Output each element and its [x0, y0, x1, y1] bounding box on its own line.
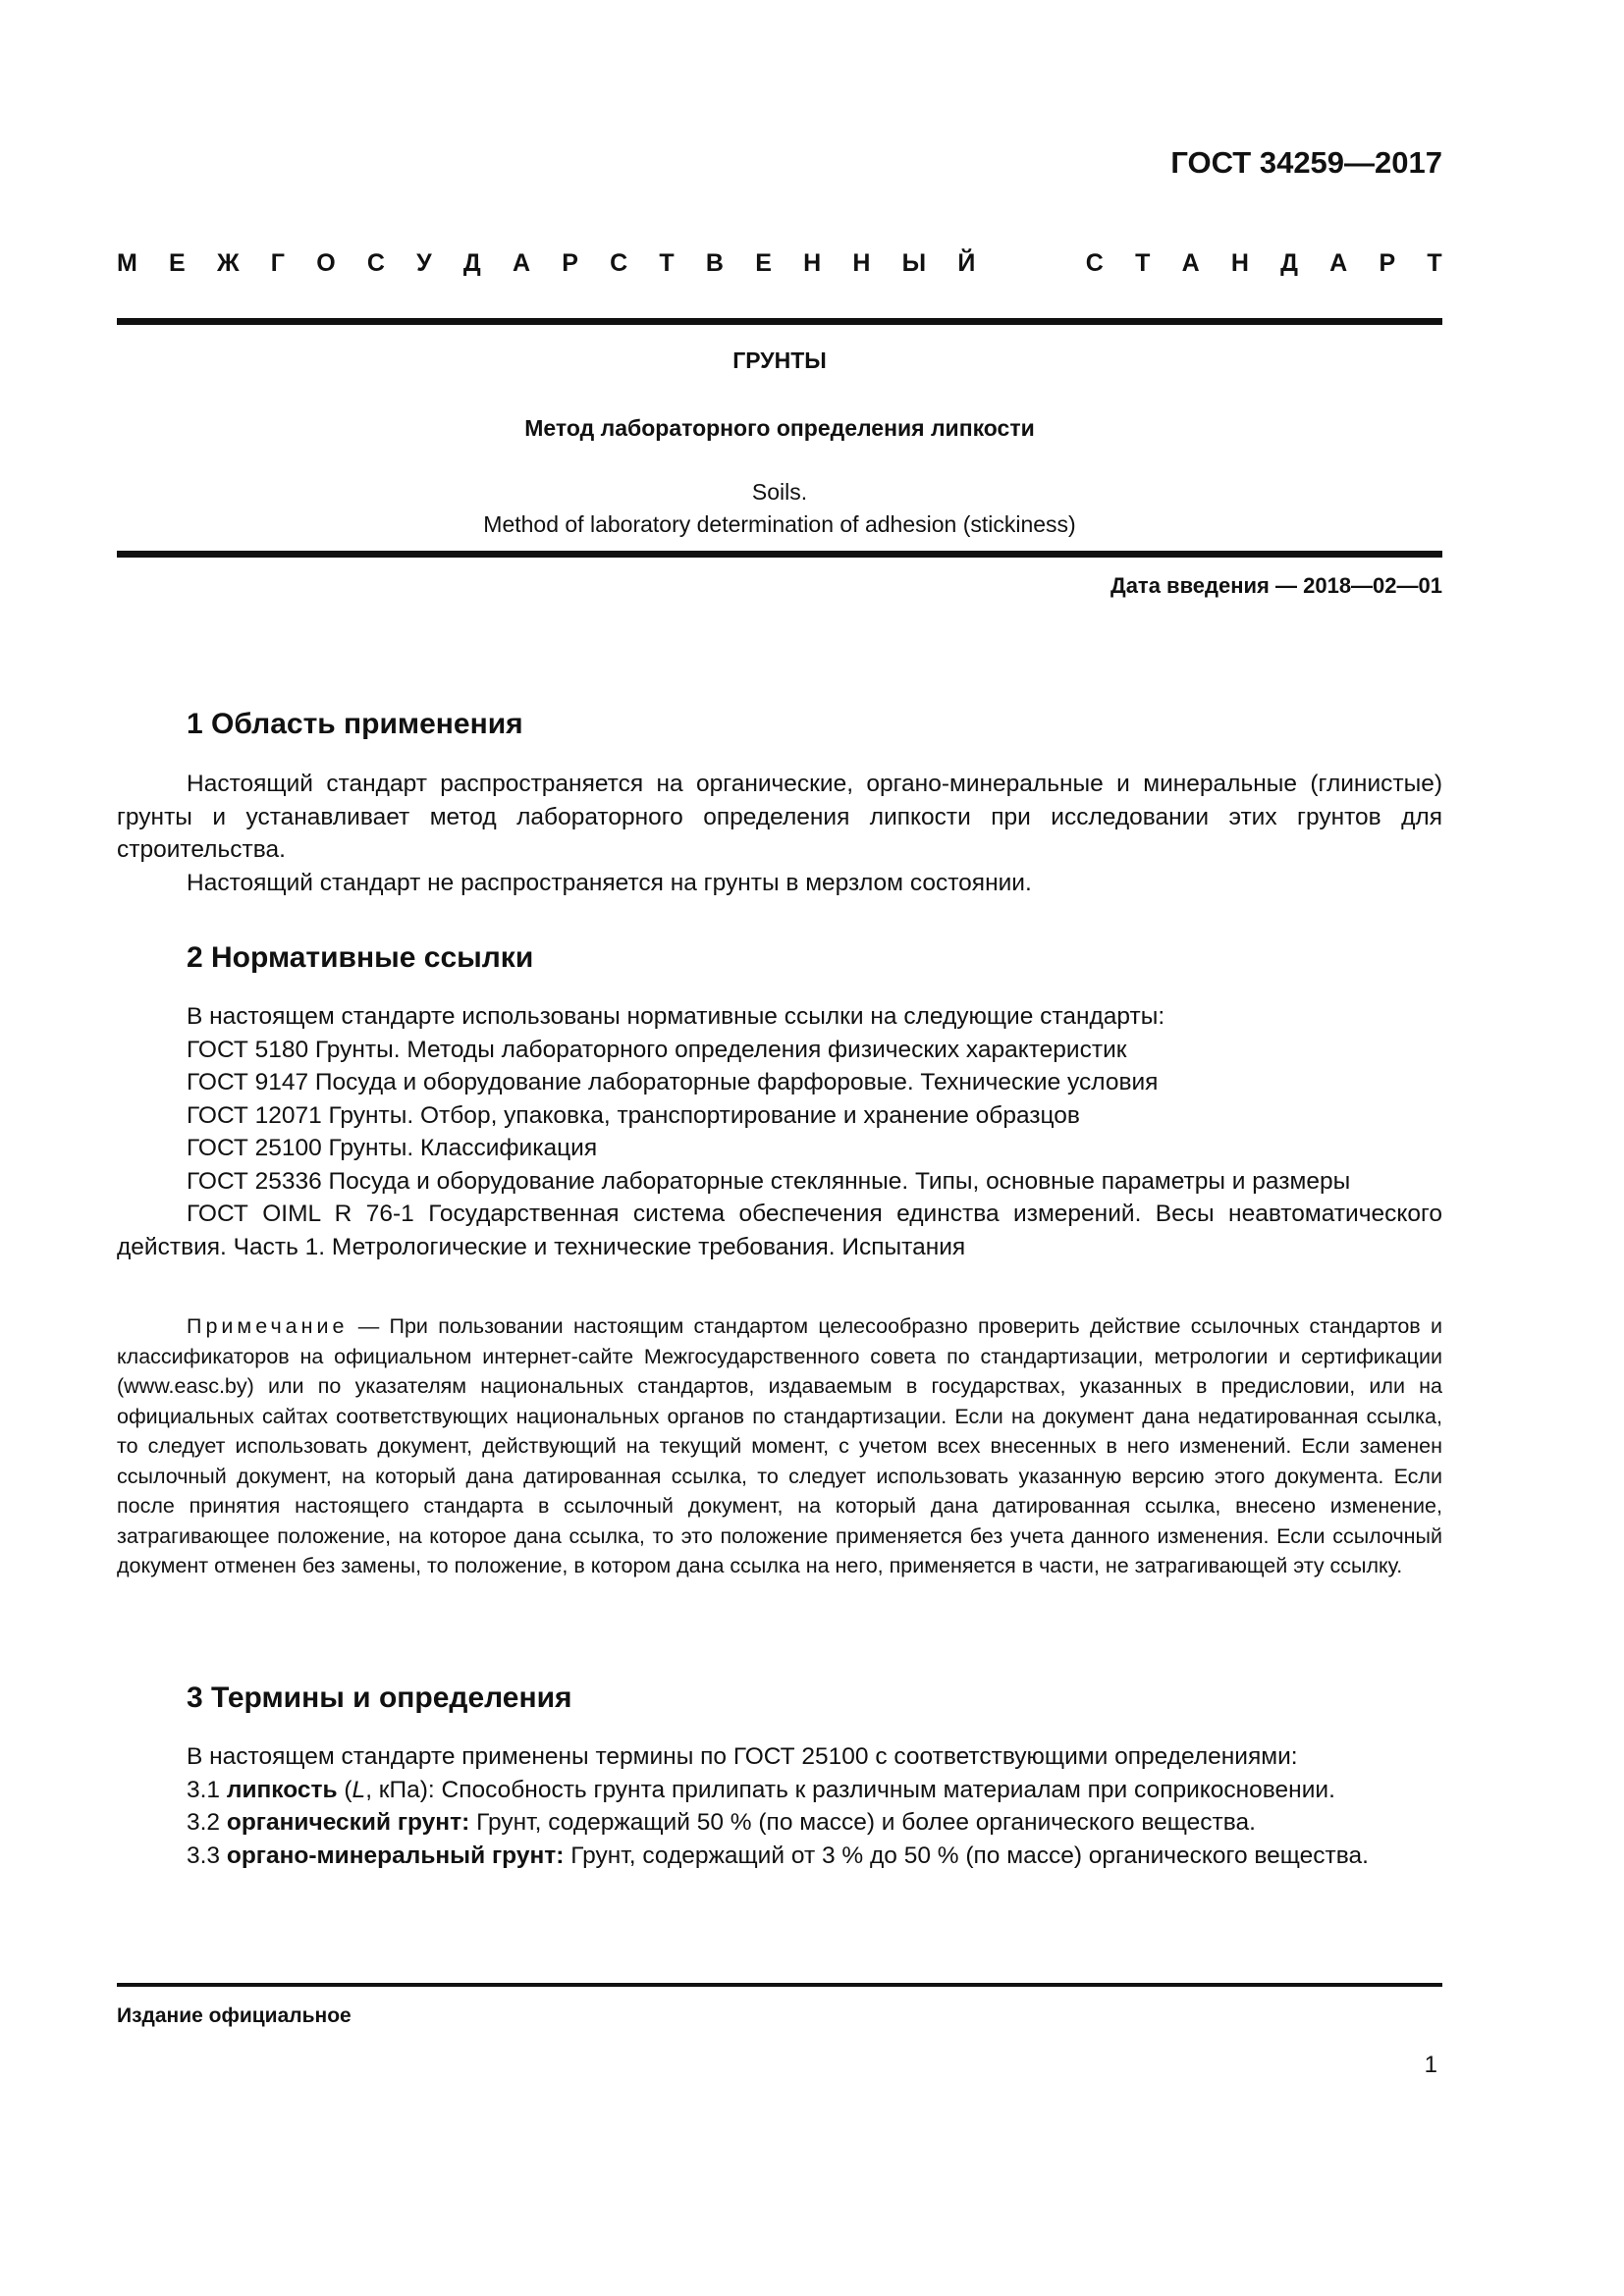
note-text: — При пользовании настоящим стандартом целесообразно проверить действие ссылочных стандартов и классификаторов на официальном интернет-сайте Межгосударственного совета по стандартизации, метрологии и сертификации (www.easc.by) или по указателям национальных стандартов, издаваемым в государствах, указанных в предисловии, или на официальных сайтах соответствующих национальных органов по стандартизации. Если на документ дана недатированная ссылка, то следует использовать документ, действующий на текущий момент, с учетом всех внесенных в него изменений. Если заменен ссылочный документ, на который дана датированная ссылка, то следует использовать указанную версию этого документа. Если после принятия настоящего стандарта в ссылочный документ, на который дана датированная ссылка, внесено изменение, затрагивающее положение, на которое дана ссылка, то это положение применяется без учета данного изменения. Если ссылочный документ отменен без замены, то положение, в котором дана ссылка на него, применяется в части, не затрагивающей эту ссылку. [117, 1314, 1442, 1577]
term: органический грунт: [226, 1809, 470, 1836]
term-number: 3.3 [187, 1842, 227, 1869]
paragraph: В настоящем стандарте применены термины по ГОСТ 25100 с соответствующими определениями: [187, 1743, 1298, 1770]
definition: : Способность грунта прилипать к различным материалам при соприкосновении. [427, 1776, 1335, 1803]
kind-letter: О [316, 249, 336, 277]
note [117, 1311, 1442, 1581]
document-title: ГРУНТЫ [732, 347, 827, 373]
kind-letter: У [416, 249, 432, 277]
kind-letter: Д [462, 249, 481, 277]
term: липкость [226, 1776, 338, 1803]
kind-letter: Ж [216, 249, 240, 277]
section-body [117, 1740, 1442, 1872]
kind-letter: С [610, 249, 628, 277]
kind-letter: В [705, 249, 724, 277]
kind-letter: С [1085, 249, 1104, 277]
term-definition [117, 1774, 1442, 1807]
reference-item: ГОСТ 9147 Посуда и оборудование лабораторные фарфоровые. Технические условия [187, 1069, 1159, 1095]
kind-letter: М [117, 249, 137, 277]
kind-letter: А [1181, 249, 1200, 277]
kind-letter: Г [270, 249, 285, 277]
term-number: 3.1 [187, 1776, 227, 1803]
kind-letter: Т [1427, 249, 1442, 277]
header-rule [117, 318, 1442, 325]
definition: Грунт, содержащий от 3 % до 50 % (по массе) органического вещества. [564, 1842, 1369, 1869]
kind-letter: А [1329, 249, 1348, 277]
kind-letter: Д [1280, 249, 1298, 277]
english-title-line: Soils. [751, 479, 808, 505]
term-unit: , кПа) [365, 1776, 428, 1803]
reference-item: ГОСТ 25336 Посуда и оборудование лабораторные стеклянные. Типы, основные параметры и размеры [187, 1167, 1351, 1195]
edition-label: Издание официальное [117, 2004, 352, 2027]
kind-letter: Н [1230, 249, 1249, 277]
kind-letter: Е [755, 249, 772, 277]
paragraph: Настоящий стандарт распространяется на органические, органо-минеральные и минеральные (глинистые) грунты и устанавливает метод лабораторного определения липкости при исследовании этих грунтов для строительства. [117, 771, 1442, 863]
paragraph: В настоящем стандарте использованы нормативные ссылки на следующие стандарты: [187, 1003, 1165, 1030]
english-title [117, 476, 1442, 541]
term-definition [117, 1840, 1442, 1873]
definition: Грунт, содержащий 50 % (по массе) и более органического вещества. [469, 1809, 1256, 1836]
kind-letter: Ы [901, 249, 927, 277]
document-number: ГОСТ 34259—2017 [1170, 145, 1442, 180]
page-number: 1 [1424, 2052, 1437, 2078]
kind-letter: Р [562, 249, 578, 277]
kind-letter: Т [1135, 249, 1151, 277]
kind-letter: Р [1379, 249, 1396, 277]
section-heading: 3 Термины и определения [187, 1682, 572, 1714]
reference-item: ГОСТ 12071 Грунты. Отбор, упаковка, транспортирование и хранение образцов [187, 1101, 1080, 1129]
kind-letter: С [366, 249, 385, 277]
term-definition [117, 1806, 1442, 1840]
footer-rule [117, 1983, 1442, 1987]
term: органо-минеральный грунт: [226, 1842, 565, 1869]
reference-item: ГОСТ OIML R 76-1 Государственная система обеспечения единства измерений. Весы неавтоматического действия. Часть 1. Метрологические и технические требования. Испытания [117, 1201, 1442, 1260]
kind-letter: Н [803, 249, 822, 277]
note-paragraph [117, 1311, 1442, 1581]
word-gap [1007, 249, 1055, 278]
note-label: Примечание [187, 1314, 349, 1338]
kind-letter: Т [659, 249, 675, 277]
term-number: 3.2 [187, 1809, 227, 1836]
section-body [117, 768, 1442, 899]
paragraph: Настоящий стандарт не распространяется на грунты в мерзлом состоянии. [187, 869, 1032, 896]
kind-letter: Е [169, 249, 186, 277]
kind-letter: Н [852, 249, 871, 277]
kind-letter: Й [957, 249, 976, 277]
section-heading: 1 Область применения [187, 708, 523, 740]
english-title-line: Method of laboratory determination of adhesion (stickiness) [483, 511, 1076, 537]
title-rule [117, 551, 1442, 558]
section-heading: 2 Нормативные ссылки [187, 941, 534, 974]
effective-date: Дата введения — 2018—02—01 [1110, 573, 1442, 598]
reference-item: ГОСТ 5180 Грунты. Методы лабораторного определения физических характеристик [187, 1036, 1127, 1063]
section-body [117, 1000, 1442, 1263]
document-subtitle: Метод лабораторного определения липкости [524, 415, 1035, 441]
term-symbol-open: ( [337, 1776, 352, 1803]
standard-kind-heading [117, 249, 1442, 278]
term-symbol: L [352, 1776, 366, 1803]
reference-item: ГОСТ 25100 Грунты. Классификация [187, 1135, 598, 1161]
kind-letter: А [512, 249, 531, 277]
